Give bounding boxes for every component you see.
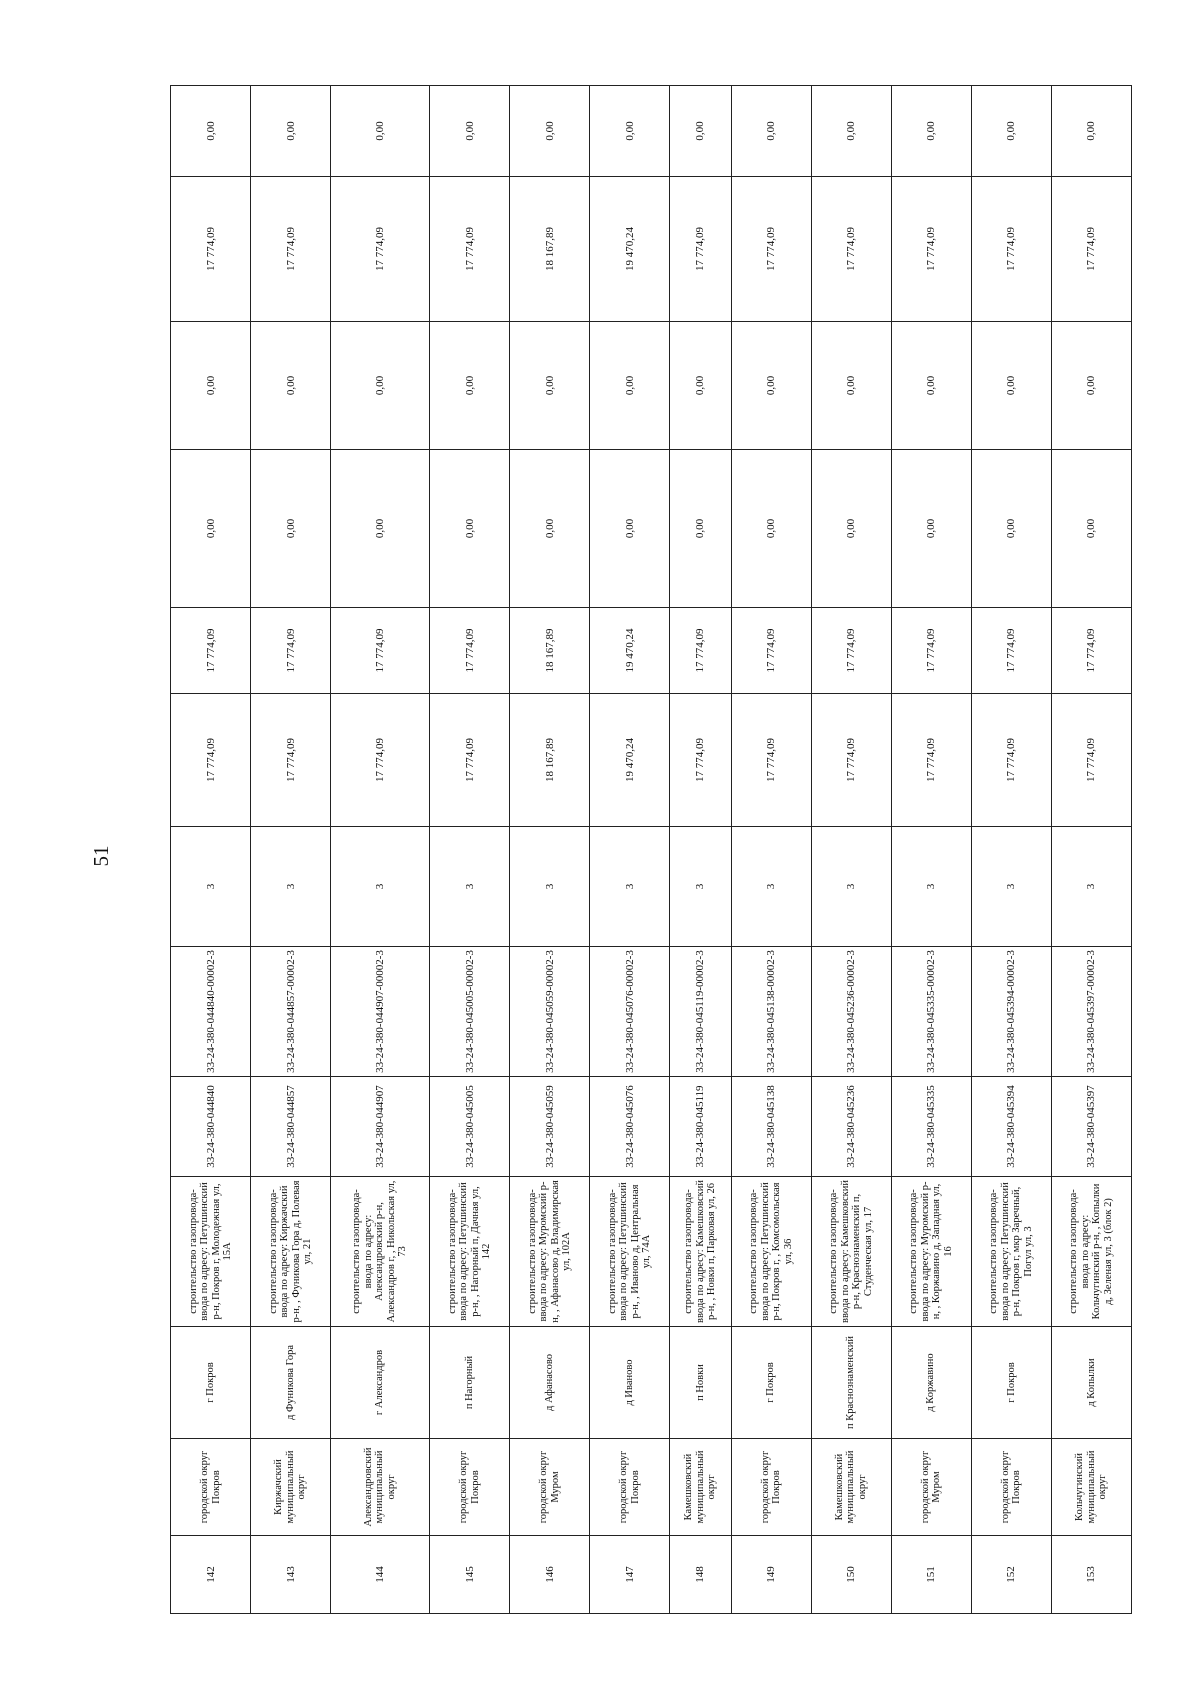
amount-zero-c-cell: 0,00 xyxy=(731,86,811,177)
category-cell: 3 xyxy=(331,827,430,947)
amount-plan-cell: 17 774,09 xyxy=(430,608,510,694)
amount-zero-c-cell: 0,00 xyxy=(510,86,590,177)
amount-zero-b-cell: 0,00 xyxy=(171,322,251,450)
amount-zero-c-cell: 0,00 xyxy=(331,86,430,177)
table-row xyxy=(510,86,590,1614)
row-number-cell: 142 xyxy=(171,1536,251,1614)
amount-plan-cell: 17 774,09 xyxy=(891,608,971,694)
amount-zero-a-cell: 0,00 xyxy=(971,450,1051,608)
category-cell: 3 xyxy=(251,827,331,947)
row-number-cell: 153 xyxy=(1051,1536,1131,1614)
description-cell: строительство газопровода-ввода по адресу: Кольчугинский р-н, , Копылки д, Зеленая ул, 3 (блок 2) xyxy=(1051,1177,1131,1327)
amount-zero-c-cell: 0,00 xyxy=(670,86,731,177)
district-cell: Камешковский муниципальный округ xyxy=(811,1439,891,1536)
description-cell: строительство газопровода-ввода по адресу: Муромский р-н, , Афанасово д, Владимирская ул, 102А xyxy=(510,1177,590,1327)
description-cell: строительство газопровода-ввода по адресу: Петушинский р-н, , Нагорный п, Дачная ул, 142 xyxy=(430,1177,510,1327)
amount-zero-a-cell: 0,00 xyxy=(251,450,331,608)
amount-plan-cell: 17 774,09 xyxy=(731,608,811,694)
table-row xyxy=(1051,86,1131,1614)
category-cell: 3 xyxy=(510,827,590,947)
locality-cell: г Покров xyxy=(971,1327,1051,1439)
amount-final-cell: 17 774,09 xyxy=(811,177,891,322)
row-number-cell: 146 xyxy=(510,1536,590,1614)
description-cell: строительство газопровода-ввода по адресу: Александровский р-н, Александров г, , Никольская ул, 73 xyxy=(331,1177,430,1327)
amount-zero-c-cell: 0,00 xyxy=(891,86,971,177)
amount-total-cell: 17 774,09 xyxy=(251,694,331,827)
amount-zero-a-cell: 0,00 xyxy=(171,450,251,608)
object-code-cell: 33-24-380-045394 xyxy=(971,1077,1051,1177)
district-cell: городской округ Покров xyxy=(731,1439,811,1536)
description-cell: строительство газопровода-ввода по адресу: Петушинский р-н, Покров г, мкр Заречный, Погул ул, 3 xyxy=(971,1177,1051,1327)
amount-zero-a-cell: 0,00 xyxy=(891,450,971,608)
full-code-cell: 33-24-380-044840-00002-3 xyxy=(171,947,251,1077)
amount-total-cell: 17 774,09 xyxy=(811,694,891,827)
amount-total-cell: 17 774,09 xyxy=(971,694,1051,827)
full-code-cell: 33-24-380-045335-00002-3 xyxy=(891,947,971,1077)
amount-final-cell: 17 774,09 xyxy=(670,177,731,322)
amount-zero-b-cell: 0,00 xyxy=(331,322,430,450)
full-code-cell: 33-24-380-045059-00002-3 xyxy=(510,947,590,1077)
rotated-table-container xyxy=(170,86,1132,1614)
locality-cell: п Новки xyxy=(670,1327,731,1439)
amount-zero-c-cell: 0,00 xyxy=(971,86,1051,177)
full-code-cell: 33-24-380-045076-00002-3 xyxy=(590,947,670,1077)
row-number-cell: 147 xyxy=(590,1536,670,1614)
row-number-cell: 149 xyxy=(731,1536,811,1614)
table-row xyxy=(811,86,891,1614)
amount-total-cell: 17 774,09 xyxy=(171,694,251,827)
district-cell: Александровский муниципальный округ xyxy=(331,1439,430,1536)
locality-cell: д Копылки xyxy=(1051,1327,1131,1439)
description-cell: строительство газопровода-ввода по адресу: Камешковский р-н, Краснознаменский п, Студенческая ул, 17 xyxy=(811,1177,891,1327)
amount-zero-b-cell: 0,00 xyxy=(510,322,590,450)
amount-zero-b-cell: 0,00 xyxy=(811,322,891,450)
district-cell: городской округ Муром xyxy=(510,1439,590,1536)
district-cell: Камешковский муниципальный округ xyxy=(670,1439,731,1536)
object-code-cell: 33-24-380-044907 xyxy=(331,1077,430,1177)
full-code-cell: 33-24-380-045005-00002-3 xyxy=(430,947,510,1077)
amount-zero-b-cell: 0,00 xyxy=(1051,322,1131,450)
amount-final-cell: 19 470,24 xyxy=(590,177,670,322)
district-cell: городской округ Покров xyxy=(430,1439,510,1536)
full-code-cell: 33-24-380-045394-00002-3 xyxy=(971,947,1051,1077)
amount-zero-c-cell: 0,00 xyxy=(590,86,670,177)
amount-zero-b-cell: 0,00 xyxy=(430,322,510,450)
amount-plan-cell: 17 774,09 xyxy=(1051,608,1131,694)
amount-total-cell: 17 774,09 xyxy=(670,694,731,827)
table-row xyxy=(731,86,811,1614)
description-cell: строительство газопровода-ввода по адресу: Петушинский р-н, Покров г, Молодежная ул, 15А xyxy=(171,1177,251,1327)
table-row xyxy=(331,86,430,1614)
amount-plan-cell: 17 774,09 xyxy=(171,608,251,694)
amount-plan-cell: 17 774,09 xyxy=(670,608,731,694)
row-number-cell: 145 xyxy=(430,1536,510,1614)
object-code-cell: 33-24-380-045076 xyxy=(590,1077,670,1177)
category-cell: 3 xyxy=(731,827,811,947)
amount-plan-cell: 17 774,09 xyxy=(331,608,430,694)
row-number-cell: 151 xyxy=(891,1536,971,1614)
amount-final-cell: 17 774,09 xyxy=(331,177,430,322)
amount-zero-a-cell: 0,00 xyxy=(670,450,731,608)
amount-total-cell: 19 470,24 xyxy=(590,694,670,827)
description-cell: строительство газопровода-ввода по адресу: Петушинский р-н, Покров г, , Комсомольская ул, 36 xyxy=(731,1177,811,1327)
locality-cell: г Александров xyxy=(331,1327,430,1439)
object-code-cell: 33-24-380-045005 xyxy=(430,1077,510,1177)
row-number-cell: 150 xyxy=(811,1536,891,1614)
category-cell: 3 xyxy=(590,827,670,947)
amount-total-cell: 17 774,09 xyxy=(731,694,811,827)
row-number-cell: 148 xyxy=(670,1536,731,1614)
full-code-cell: 33-24-380-044907-00002-3 xyxy=(331,947,430,1077)
amount-zero-a-cell: 0,00 xyxy=(731,450,811,608)
amount-zero-a-cell: 0,00 xyxy=(510,450,590,608)
row-number-cell: 144 xyxy=(331,1536,430,1614)
amount-zero-c-cell: 0,00 xyxy=(1051,86,1131,177)
full-code-cell: 33-24-380-045119-00002-3 xyxy=(670,947,731,1077)
page-number: 51 xyxy=(89,845,113,867)
full-code-cell: 33-24-380-045138-00002-3 xyxy=(731,947,811,1077)
amount-zero-a-cell: 0,00 xyxy=(331,450,430,608)
object-code-cell: 33-24-380-045059 xyxy=(510,1077,590,1177)
description-cell: строительство газопровода-ввода по адресу: Петушинский р-н, , Иваново д, Центральная ул, 74А xyxy=(590,1177,670,1327)
amount-zero-b-cell: 0,00 xyxy=(251,322,331,450)
category-cell: 3 xyxy=(670,827,731,947)
category-cell: 3 xyxy=(1051,827,1131,947)
district-cell: городской округ Муром xyxy=(891,1439,971,1536)
row-number-cell: 143 xyxy=(251,1536,331,1614)
amount-zero-b-cell: 0,00 xyxy=(670,322,731,450)
amount-zero-c-cell: 0,00 xyxy=(171,86,251,177)
district-cell: Киржачский муниципальный округ xyxy=(251,1439,331,1536)
object-code-cell: 33-24-380-045397 xyxy=(1051,1077,1131,1177)
object-code-cell: 33-24-380-045138 xyxy=(731,1077,811,1177)
object-code-cell: 33-24-380-044857 xyxy=(251,1077,331,1177)
locality-cell: д Афанасово xyxy=(510,1327,590,1439)
table-body xyxy=(171,86,1132,1614)
object-code-cell: 33-24-380-045236 xyxy=(811,1077,891,1177)
description-cell: строительство газопровода-ввода по адресу: Киржачский р-н, , Фуникова Гора д, Полевая ул, 21 xyxy=(251,1177,331,1327)
amount-final-cell: 18 167,89 xyxy=(510,177,590,322)
locality-cell: д Фуникова Гора xyxy=(251,1327,331,1439)
gas-connection-table xyxy=(170,85,1132,1614)
amount-total-cell: 17 774,09 xyxy=(331,694,430,827)
locality-cell: д Иваново xyxy=(590,1327,670,1439)
amount-final-cell: 17 774,09 xyxy=(731,177,811,322)
amount-total-cell: 17 774,09 xyxy=(891,694,971,827)
amount-final-cell: 17 774,09 xyxy=(251,177,331,322)
amount-zero-a-cell: 0,00 xyxy=(811,450,891,608)
amount-plan-cell: 18 167,89 xyxy=(510,608,590,694)
amount-final-cell: 17 774,09 xyxy=(430,177,510,322)
district-cell: городской округ Покров xyxy=(590,1439,670,1536)
table-row xyxy=(971,86,1051,1614)
amount-final-cell: 17 774,09 xyxy=(891,177,971,322)
amount-plan-cell: 17 774,09 xyxy=(251,608,331,694)
amount-total-cell: 17 774,09 xyxy=(1051,694,1131,827)
full-code-cell: 33-24-380-045236-00002-3 xyxy=(811,947,891,1077)
table-row xyxy=(670,86,731,1614)
category-cell: 3 xyxy=(891,827,971,947)
locality-cell: п Нагорный xyxy=(430,1327,510,1439)
table-row xyxy=(430,86,510,1614)
district-cell: городской округ Покров xyxy=(971,1439,1051,1536)
category-cell: 3 xyxy=(971,827,1051,947)
amount-zero-c-cell: 0,00 xyxy=(811,86,891,177)
description-cell: строительство газопровода-ввода по адресу: Муромский р-н, , Коржавино д, Западная ул, 16 xyxy=(891,1177,971,1327)
table-row xyxy=(590,86,670,1614)
amount-final-cell: 17 774,09 xyxy=(171,177,251,322)
table-row xyxy=(891,86,971,1614)
full-code-cell: 33-24-380-045397-00002-3 xyxy=(1051,947,1131,1077)
amount-zero-c-cell: 0,00 xyxy=(251,86,331,177)
amount-zero-b-cell: 0,00 xyxy=(590,322,670,450)
amount-zero-a-cell: 0,00 xyxy=(430,450,510,608)
table-row xyxy=(171,86,251,1614)
amount-plan-cell: 17 774,09 xyxy=(971,608,1051,694)
amount-total-cell: 18 167,89 xyxy=(510,694,590,827)
amount-zero-a-cell: 0,00 xyxy=(1051,450,1131,608)
table-row xyxy=(251,86,331,1614)
amount-plan-cell: 17 774,09 xyxy=(811,608,891,694)
object-code-cell: 33-24-380-045119 xyxy=(670,1077,731,1177)
amount-zero-b-cell: 0,00 xyxy=(731,322,811,450)
description-cell: строительство газопровода-ввода по адресу: Камешковский р-н, , Новки п, Парковая ул, 26 xyxy=(670,1177,731,1327)
amount-final-cell: 17 774,09 xyxy=(1051,177,1131,322)
category-cell: 3 xyxy=(430,827,510,947)
full-code-cell: 33-24-380-044857-00002-3 xyxy=(251,947,331,1077)
amount-zero-b-cell: 0,00 xyxy=(891,322,971,450)
locality-cell: г Покров xyxy=(731,1327,811,1439)
amount-zero-b-cell: 0,00 xyxy=(971,322,1051,450)
object-code-cell: 33-24-380-044840 xyxy=(171,1077,251,1177)
amount-zero-a-cell: 0,00 xyxy=(590,450,670,608)
district-cell: Кольчугинский муниципальный округ xyxy=(1051,1439,1131,1536)
amount-final-cell: 17 774,09 xyxy=(971,177,1051,322)
category-cell: 3 xyxy=(171,827,251,947)
category-cell: 3 xyxy=(811,827,891,947)
locality-cell: д Коржавино xyxy=(891,1327,971,1439)
amount-zero-c-cell: 0,00 xyxy=(430,86,510,177)
district-cell: городской округ Покров xyxy=(171,1439,251,1536)
object-code-cell: 33-24-380-045335 xyxy=(891,1077,971,1177)
amount-plan-cell: 19 470,24 xyxy=(590,608,670,694)
row-number-cell: 152 xyxy=(971,1536,1051,1614)
locality-cell: п Краснознаменский xyxy=(811,1327,891,1439)
amount-total-cell: 17 774,09 xyxy=(430,694,510,827)
locality-cell: г Покров xyxy=(171,1327,251,1439)
